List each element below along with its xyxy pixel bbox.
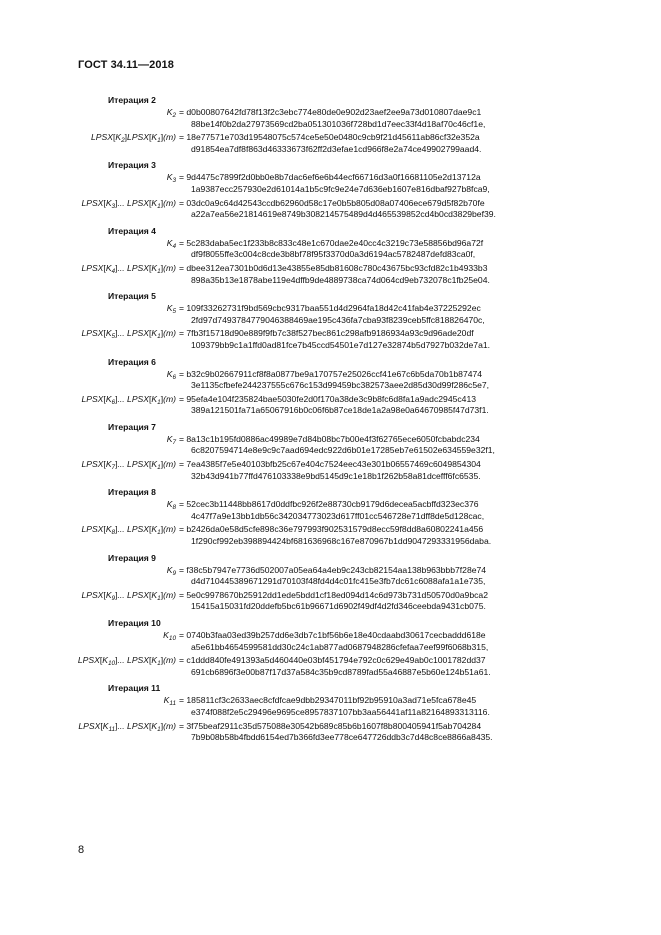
iteration-block: [81, 486, 588, 547]
round-key-value: = d0b00807642fd78f13f2c3ebc774e80de0e902d23aef2ee9a73d010807dae9c1 88be14f0b2da27973569cd2ba051301036f728bd1d7eec33f4d18af70c46cf1e,: [179, 107, 486, 129]
lpsx-value: = 95efa4e104f235824bae5030fe2d0f170a38de3c9b8fc6d8fa1a9adc2945c413 389a121501fa71a65067916b0c06f6b87ce18de1a2a98e0a64670985f47d73f1.: [179, 393, 489, 416]
lpsx-expression: $LPSX[K_3]$... $LPSX[K_1](m)$: [81, 197, 176, 210]
lpsx-expression: $LPSX[K_2]LPSX[K_1](m)$: [90, 132, 176, 145]
round-key-equation: [108, 434, 588, 457]
lpsx-equation: [81, 262, 588, 286]
lpsx-equation: [81, 589, 588, 613]
page-number: 8: [78, 844, 85, 856]
round-key-equation: [108, 630, 588, 653]
round-key-symbol: $K_9$: [166, 564, 176, 577]
lpsx-expression: $LPSX[K_{10}]$... $LPSX[K_1](m)$: [77, 655, 176, 668]
lpsx-equation: [81, 197, 588, 221]
round-key-equation: [108, 172, 588, 195]
lpsx-value: = 7fb3f15718d90e889f9fb7c38f527bec861c298afb9186934a93c9d96ade20df 109379bb9c1a1ffd0ad81fce7b45ccd54501e7d127e32874b5d7927b032de7a1.: [179, 328, 491, 350]
round-key-symbol: $K_{10}$: [163, 630, 176, 642]
iteration-title: Итерация 10: [108, 618, 161, 628]
iteration-block: [81, 290, 588, 351]
round-key-symbol: $K_5$: [166, 303, 176, 316]
lpsx-value: = 18e77571e703d19548075c574ce5e50e0480c9cb9f21d45611ab86cf32e352a d91854ea7df8f863d46333673f62ff2d3efae1cd966f8e2a74ce49902799aad4.: [179, 132, 482, 154]
round-key-value: = f38c5b7947e7736d502007a05ea64a4eb9c243cb82154aa138b963bbb7f28e74 d4d710445389671291d70103f48fd4d4c01fc415e3fb7dc61c6088afa1a1e735,: [179, 564, 487, 587]
iteration-title: Итерация 3: [108, 160, 156, 171]
iteration-block: [78, 682, 588, 743]
round-key-value: = 0740b3faa03ed39b257dd6e3db7c1bf56b6e18e40cdaabd30617cecbaddd618e a5e61bb4654599581dd30c24c1ab877ad0687948286cfefaa7eef99f6068b315,: [179, 630, 489, 652]
round-key-value: = b32c9b02667911cf8f8a0877be9a170757e25026ccf41e67c6b5da70b1b87474 3e1135cfbefe244237555c676c153d99459bc382573aee2d85d30d99f286c5e7,: [179, 368, 490, 391]
iteration-title: Итерация 6: [108, 356, 156, 367]
iteration-block: [81, 552, 588, 613]
lpsx-expression: $LPSX[K_8]$... $LPSX[K_1](m)$: [81, 524, 176, 537]
round-key-symbol: $K_4$: [166, 237, 176, 250]
round-key-equation: [108, 107, 588, 130]
round-key-equation: [108, 369, 588, 392]
iteration-block: [81, 356, 588, 417]
round-key-value: = 9d4475c7899f2d0bb0e8b7dac6ef6e6b44ecf66716d3a0f16681105e2d13712a 1a9387ecc257930e2d61014a1b5c9fc9e24e7d636eb1607e816dbaf927b8fca9,: [179, 172, 490, 194]
lpsx-equation: [81, 393, 588, 417]
iteration-title: Итерация 7: [108, 421, 156, 432]
iteration-block: [77, 617, 588, 678]
lpsx-expression: $LPSX[K_6]$... $LPSX[K_1](m)$: [81, 393, 176, 406]
round-key-symbol: $K_{11}$: [163, 695, 176, 708]
round-key-value: = 185811cf3c2633aec8cfdfcae9dbb29347011bf92b95910a3ad71e5fca678e45 e374f088f2e5c29496e9695ce8957837107bb3aa56441af11a82164893313116.: [179, 695, 490, 717]
lpsx-expression: $LPSX[K_9]$... $LPSX[K_1](m)$: [81, 589, 176, 602]
round-key-symbol: $K_7$: [166, 433, 176, 446]
round-key-equation: [108, 238, 588, 261]
lpsx-expression: $LPSX[K_{11}]$... $LPSX[K_1](m)$: [78, 720, 176, 733]
iteration-block: [81, 225, 588, 286]
iteration-title: Итерация 2: [108, 95, 156, 105]
round-key-symbol: $K_8$: [166, 499, 176, 512]
lpsx-equation: [81, 459, 588, 482]
iteration-block: [81, 159, 588, 220]
lpsx-equation: [78, 720, 588, 744]
lpsx-value: = 7ea4385f7e5e40103bfb25c67e404c7524eec43e301b06557469c6049854304 32b43d941b77ffd476103338e9bd5145d9c1e18b1f262b58a81dcefff6fc6535.: [179, 459, 481, 481]
lpsx-value: = 03dc0a9c64d42543ccdb62960d58c17e0b5b805d08a07406ece679d5f82b70fe a22a7ea56e21814619e8749b308214575489d4d465539852cd4b0cd3829bef39.: [179, 197, 496, 220]
iteration-title: Итерация 11: [108, 683, 161, 694]
lpsx-equation: [81, 328, 588, 351]
round-key-equation: [108, 499, 588, 522]
round-key-symbol: $K_2$: [166, 107, 176, 119]
lpsx-value: = 3f75beaf2911c35d575088e30542b689c85b6b1607f8b800405941f5ab704284 7b9b08b58b4fbdd6154ed7b366fd3ee778ce647726ddb3c7d48c8ce8866a8435.: [179, 720, 493, 743]
lpsx-equation: [77, 655, 588, 678]
iteration-title: Итерация 5: [108, 291, 156, 302]
iteration-block: [90, 94, 588, 155]
iterations-list: [77, 94, 588, 748]
lpsx-equation: [90, 132, 588, 155]
iteration-title: Итерация 8: [108, 487, 156, 498]
iteration-block: [81, 421, 588, 482]
lpsx-value: = b2426da0e58d5cfe898c36e797993f902531579d8ecc59f8dd8a60802241a456 1f290cf992eb398894424bf681636968c167e870967b1dd9047293331956daba.: [179, 524, 492, 547]
lpsx-value: = dbee312ea7301b0d6d13e43855e85db81608c780c43675bc93cfd82c1b4933b3 898a35b13e1878abe119e4dffb9de4889738ca74d064cd9eb732078c1fb25e04.: [179, 262, 490, 285]
round-key-equation: [108, 565, 588, 588]
lpsx-expression: $LPSX[K_5]$... $LPSX[K_1](m)$: [81, 328, 176, 341]
round-key-value: = 5c283daba5ec1f233b8c833c48e1c670dae2e40cc4c3219c73e58856bd96a72f df9f8055ffe3c004c8cde3b8bf78f95f3370d0a3d6194ac5782487defd83ca0f,: [179, 237, 484, 260]
iteration-title: Итерация 4: [108, 225, 156, 236]
round-key-equation: [108, 695, 588, 718]
round-key-value: = 109f33262731f9bd569cbc9317baa551d4d2964fa18d42c41fab4e37225292ec 2fd97d7493784779046388469ae195c436fa7cba93f8239ceb5ffc818826470c,: [179, 303, 485, 325]
lpsx-value: = 5e0c9978670b25912dd1ede5bdd1cf18ed094d14c6d973b731d50570d0a9bca2 15415a15031fd20ddefb5bc61b96671d6902f49df4d2fd346ceebda9431cb075.: [179, 589, 488, 612]
round-key-symbol: $K_6$: [166, 368, 176, 381]
round-key-equation: [108, 303, 588, 326]
round-key-value: = 52cec3b11448bb8617d0ddfbc926f2e88730cb9179d6decea5acbffd323ec376 4c47f7a9e13bb1db56c342034773023d617ff01cc546728e71dff8de5d128cac,: [179, 499, 485, 521]
iteration-title: Итерация 9: [108, 552, 156, 563]
lpsx-expression: $LPSX[K_4]$... $LPSX[K_1](m)$: [81, 262, 176, 275]
lpsx-expression: $LPSX[K_7]$... $LPSX[K_1](m)$: [81, 459, 176, 472]
round-key-value: = 8a13c1b195fd0886ac49989e7d84b08bc7b00e4f3f62765ece6050fcbabdc234 6c8207594714e8e9c9c7aad694edc922d6b01e17285eb7e61502e634559e32f1,: [179, 433, 495, 456]
lpsx-equation: [81, 524, 588, 547]
lpsx-value: = c1ddd840fe491393a5d460440e03bf451794e792c0c629e49ab0c1001782dd37 691cb6896f3e00b87f17d37a584c35b9cd8789fad55a46887e5b60e124b51a61.: [179, 655, 491, 677]
page-header: ГОСТ 34.11—2018: [78, 59, 174, 71]
round-key-symbol: $K_3$: [166, 172, 176, 185]
